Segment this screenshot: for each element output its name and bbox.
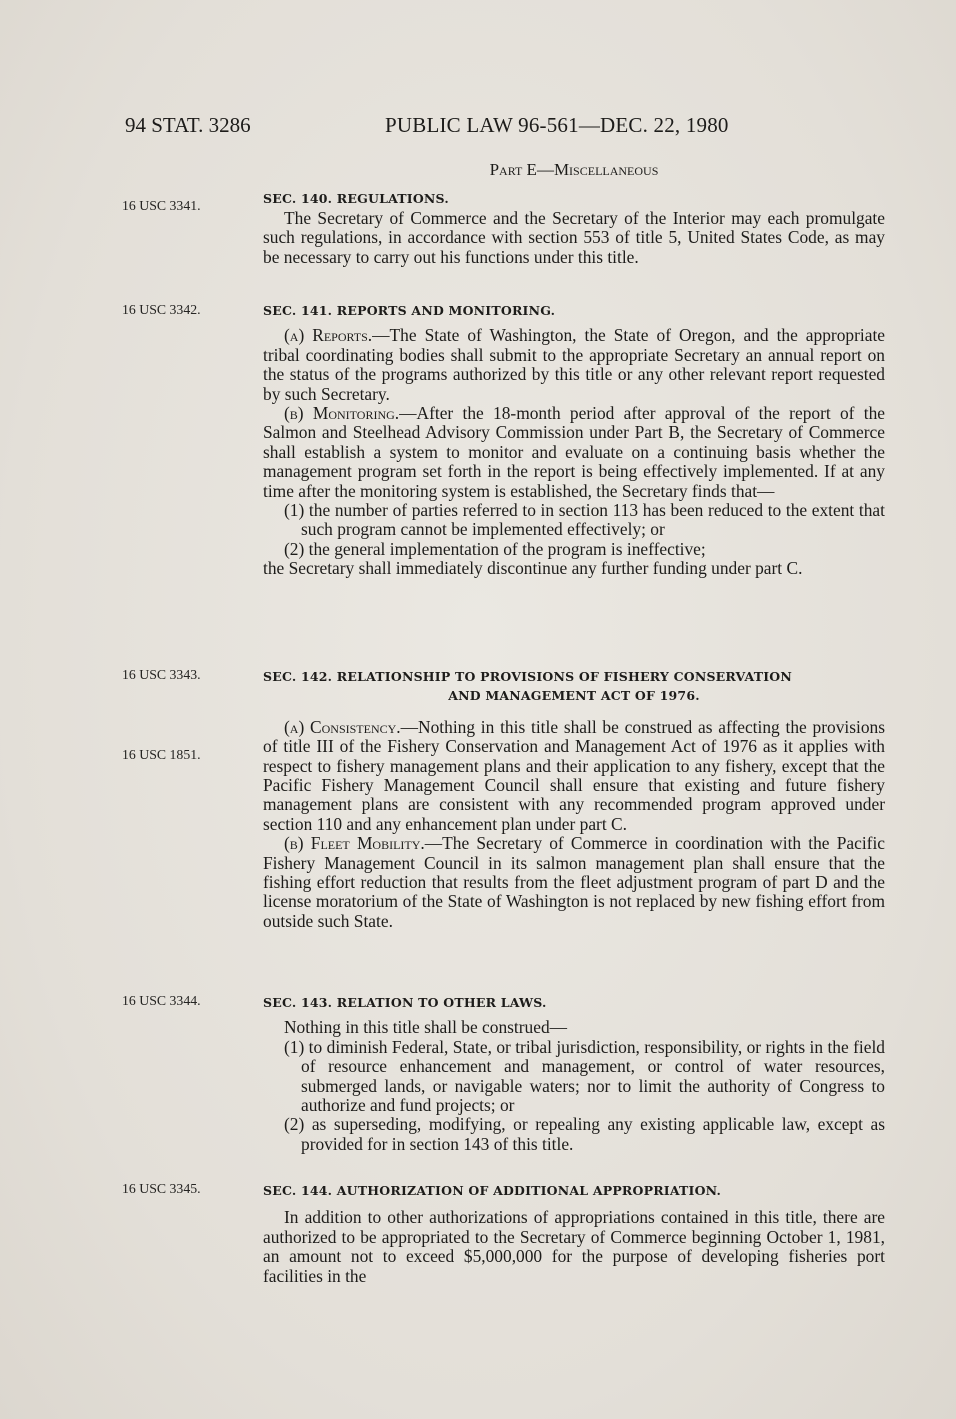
section-140-block [263, 160, 885, 267]
consistency-text: —Nothing in this title shall be construed as affecting the provisions of title III of the Fishery Conservation and Management Act of 1976 as it applies with respect to fishery management plans and their application to any fishery, except that the Pacific Fishery Management Council shall ensure that existing and future fishery management plans are consistent with any recommended program approved under section 110 and any enhancement plan under part C. [263, 716, 885, 834]
section-144-text: In addition to other authorizations of appropriations contained in this title, there are authorized to be appropriated to the Secretary of Commerce beginning October 1, 1981, an amount not to exceed $5,000,000 for the purpose of developing fisheries port facilities in the [263, 1207, 885, 1286]
section-142-block [263, 667, 885, 931]
margin-note-1851: 16 USC 1851. [122, 747, 201, 762]
section-141-item-2: (2) the general implementation of the program is ineffective; [284, 538, 706, 559]
section-142-a [263, 718, 885, 834]
monitoring-label: (b) Monitoring. [284, 403, 400, 424]
section-140-heading: SEC. 140. REGULATIONS. [263, 191, 449, 207]
section-143-intro: Nothing in this title shall be construed— [284, 1017, 568, 1038]
section-142-heading-line-1: SEC. 142. RELATIONSHIP TO PROVISIONS OF FISHERY CONSERVATION [263, 669, 792, 684]
part-heading: Part E—Miscellaneous [489, 160, 659, 179]
margin-note-3342: 16 USC 3342. [122, 302, 201, 317]
section-141-a [263, 326, 885, 404]
section-143-block [263, 993, 885, 1154]
reports-text: —The State of Washington, the State of Oregon, and the appropriate tribal coordinating bodies shall submit to the appropriate Secretary an annual report on the status of the programs authorized by this title or any other relevant report requested by such Secretary. [263, 325, 885, 404]
section-140-text: The Secretary of Commerce and the Secretary of the Interior may each promulgate such regulations, in accordance with section 553 of title 5, United States Code, as may be necessary to carry out his functions under this title. [263, 207, 885, 267]
margin-note-3344: 16 USC 3344. [122, 993, 201, 1008]
section-142-b [263, 834, 885, 931]
consistency-label: (a) Consistency. [284, 716, 401, 737]
section-141-b [263, 404, 885, 501]
section-141-heading: SEC. 141. REPORTS AND MONITORING. [263, 303, 556, 318]
margin-note-3341: 16 USC 3341. [122, 198, 201, 213]
section-143-heading: SEC. 143. RELATION TO OTHER LAWS. [263, 995, 547, 1010]
section-141-closing: the Secretary shall immediately discontinue any further funding under part C. [263, 558, 803, 579]
fleet-mobility-label: (b) Fleet Mobility. [284, 833, 425, 854]
section-141-item-1: (1) the number of parties referred to in section 113 has been reduced to the extent that such program cannot be implemented effectively; or [284, 500, 885, 540]
section-141-block [263, 301, 885, 579]
page-header [125, 113, 765, 143]
public-law-title: PUBLIC LAW 96-561—DEC. 22, 1980 [385, 113, 729, 137]
section-144-heading: SEC. 144. AUTHORIZATION OF ADDITIONAL APPROPRIATION. [263, 1183, 722, 1198]
statute-citation: 94 STAT. 3286 [125, 113, 251, 137]
section-144-block [263, 1181, 885, 1286]
section-143-item-2: (2) as superseding, modifying, or repealing any existing applicable law, except as provided for in section 143 of this title. [284, 1114, 885, 1154]
section-143-item-1: (1) to diminish Federal, State, or tribal jurisdiction, responsibility, or rights in the field of resource enhancement and management, or control of water resources, submerged lands, or navigable waters; nor to limit the authority of Congress to authorize and fund projects; or [284, 1036, 885, 1116]
monitoring-text: —After the 18-month period after approval of the report of the Salmon and Steelhead Advisory Commission under Part B, the Secretary of Commerce shall establish a system to monitor and evaluate on a continuing basis whether the management program set forth in the report is being effectively implemented. If at any time after the monitoring system is established, the Secretary finds that— [263, 403, 885, 501]
reports-label: (a) Reports. [284, 325, 373, 346]
margin-note-3343: 16 USC 3343. [122, 667, 201, 682]
fleet-mobility-text: —The Secretary of Commerce in coordination with the Pacific Fishery Management Council in its salmon management plan shall ensure that the fishing effort reduction that results from the fleet adjustment program of part D and the license moratorium of the State of Washington is not replaced by new fishing effort from outside such State. [263, 833, 885, 931]
margin-note-3345: 16 USC 3345. [122, 1181, 201, 1196]
section-142-heading-line-2: AND MANAGEMENT ACT OF 1976. [448, 688, 700, 704]
